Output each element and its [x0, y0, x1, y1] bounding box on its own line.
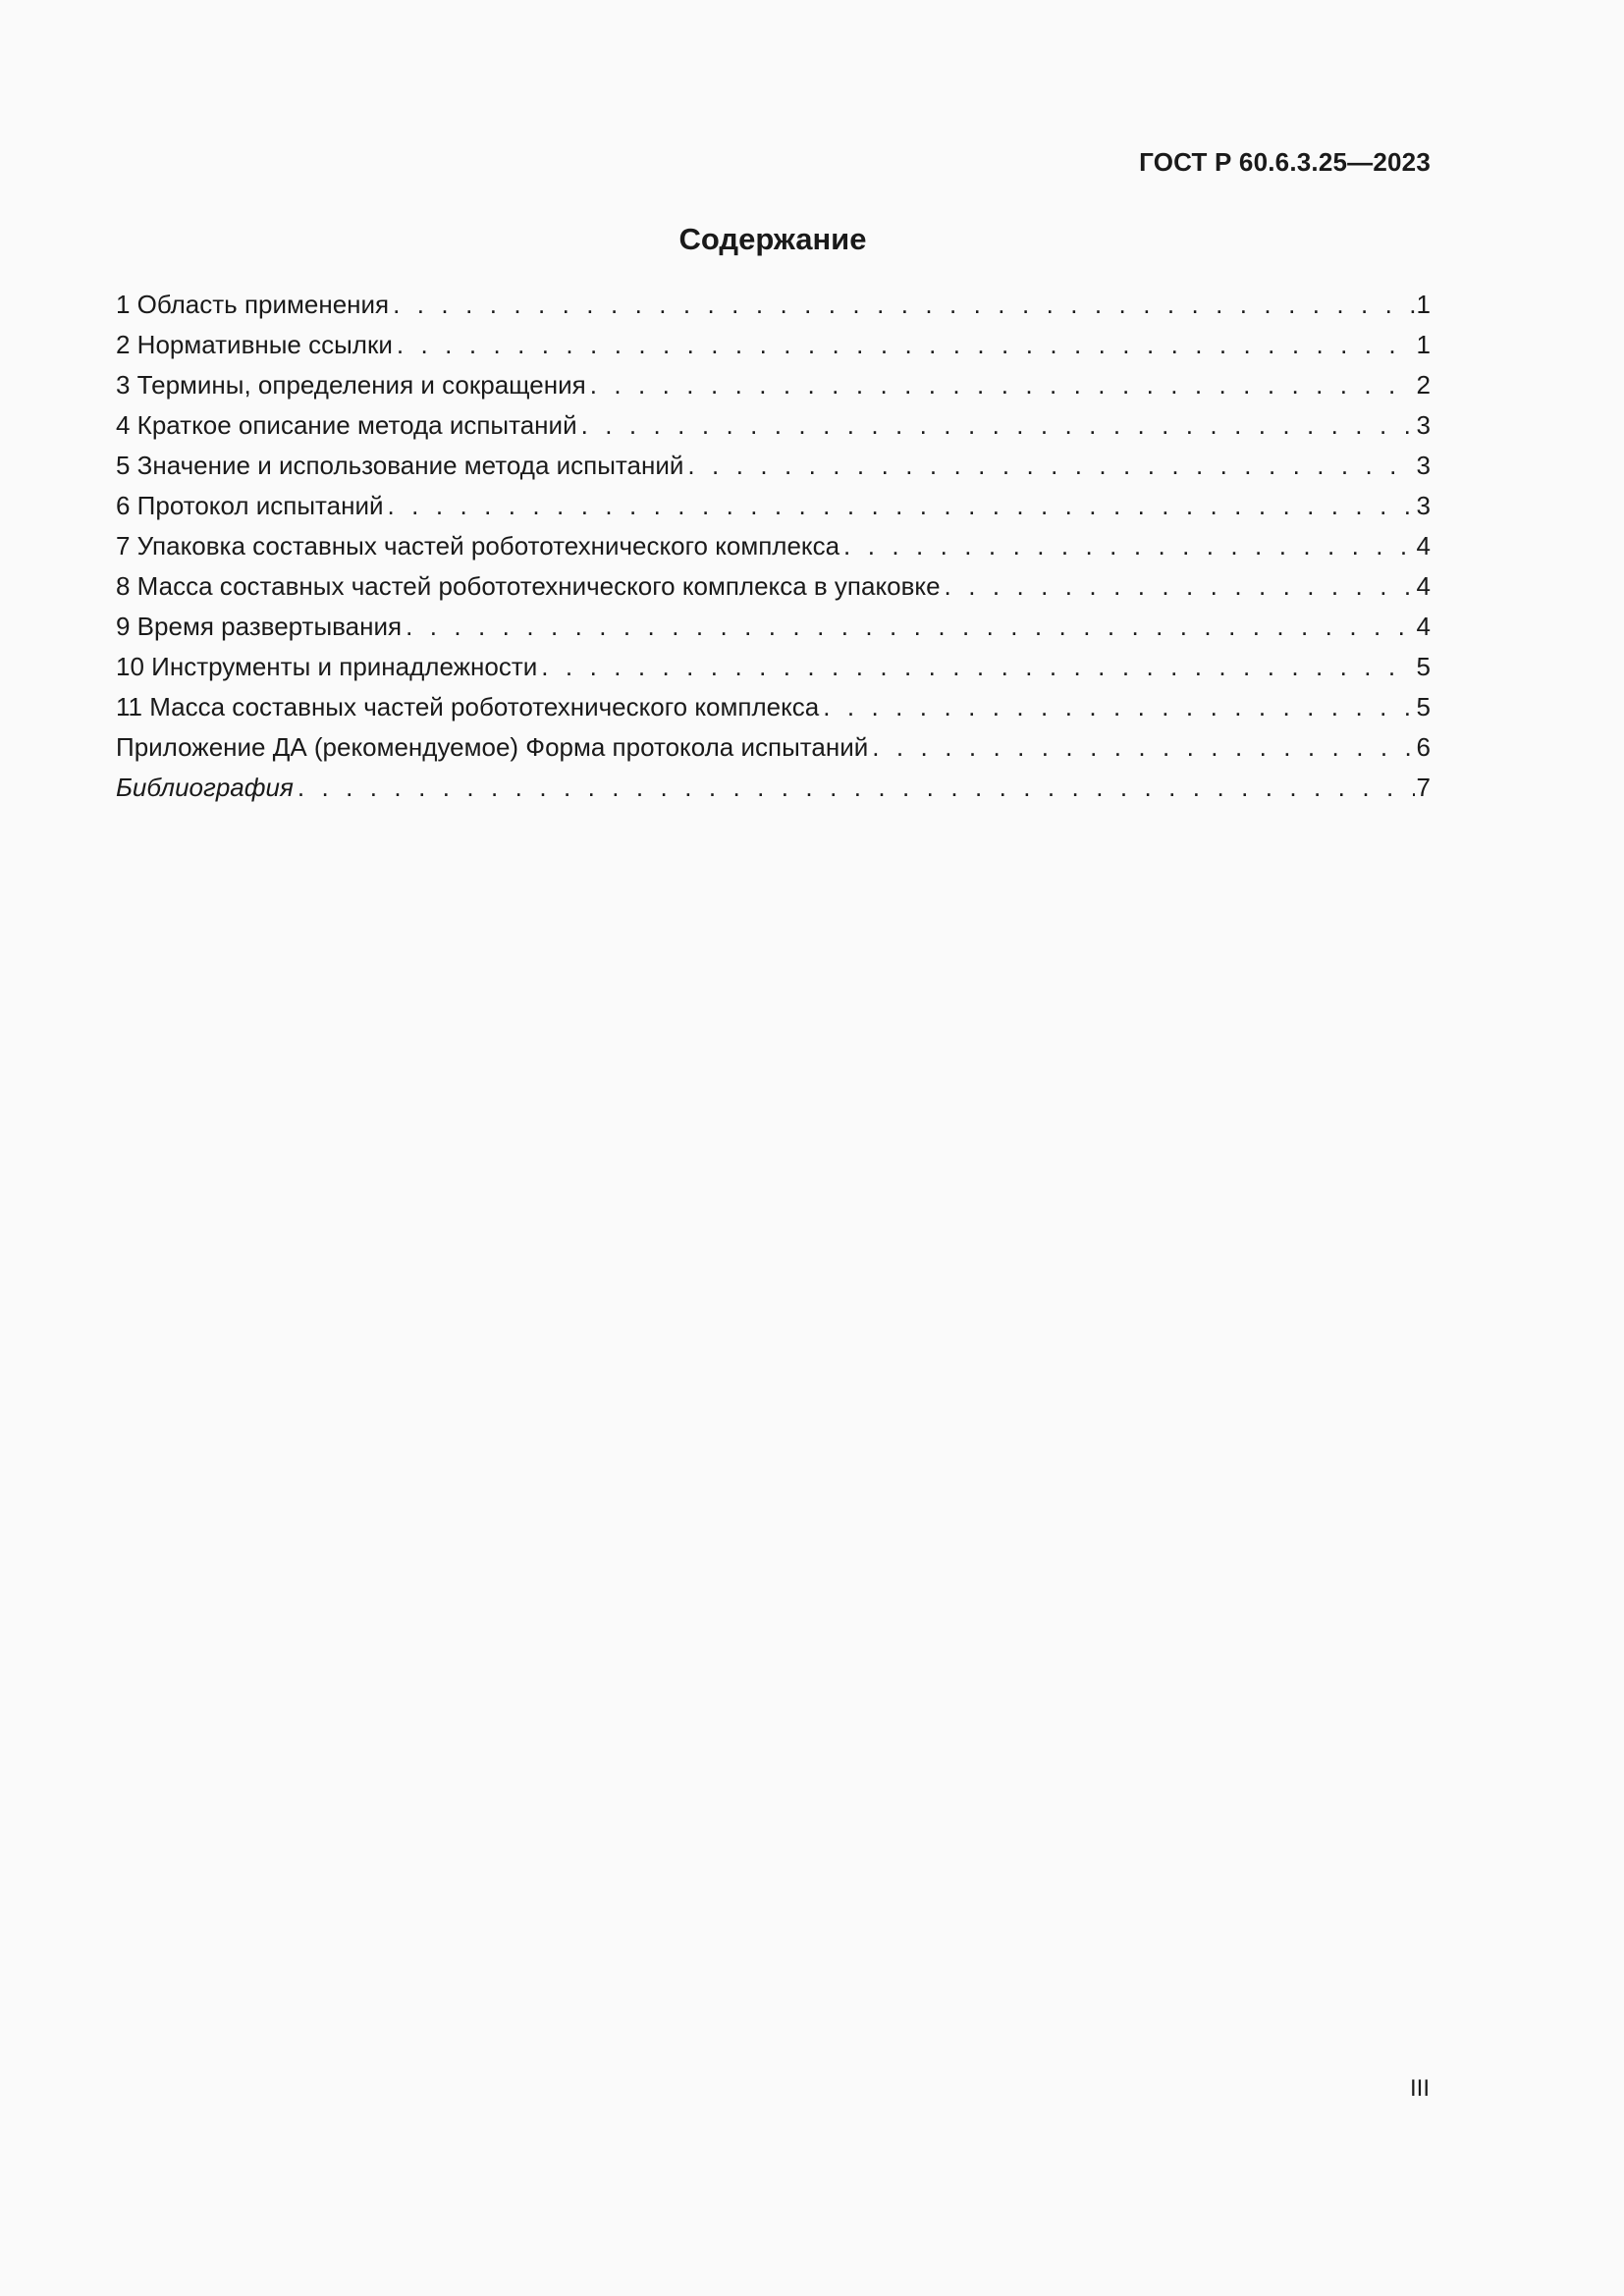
dot-leader — [541, 647, 1414, 687]
toc-page-number: 4 — [1416, 612, 1431, 641]
toc-entry-title: 1 Область применения — [116, 290, 390, 319]
dot-leader — [945, 566, 1415, 607]
toc-entry-title: 2 Нормативные ссылки — [116, 330, 393, 359]
dot-leader — [388, 486, 1415, 526]
toc-page-number: 1 — [1416, 290, 1431, 319]
toc-page-number: 2 — [1416, 370, 1431, 400]
toc-entry-deployment-time[interactable] — [116, 607, 1431, 647]
dot-leader — [590, 365, 1415, 405]
dot-leader — [687, 446, 1414, 486]
toc-entry-components-mass[interactable] — [116, 687, 1431, 727]
toc-entry-method-summary[interactable] — [116, 405, 1431, 446]
toc-page-number: 3 — [1416, 451, 1431, 480]
dot-leader — [397, 325, 1415, 365]
toc-entry-title: 4 Краткое описание метода испытаний — [116, 410, 577, 440]
toc-entry-title: 5 Значение и использование метода испытаний — [116, 451, 684, 480]
toc-entry-appendix-da[interactable] — [116, 727, 1431, 768]
table-of-contents — [116, 285, 1431, 808]
toc-page-number: 3 — [1416, 410, 1431, 440]
toc-page-number: 1 — [1416, 330, 1431, 359]
dot-leader — [823, 687, 1414, 727]
toc-entry-bibliography[interactable] — [116, 768, 1431, 808]
toc-entry-terms[interactable] — [116, 365, 1431, 405]
dot-leader — [298, 768, 1415, 808]
toc-entry-tools[interactable] — [116, 647, 1431, 687]
dot-leader — [393, 285, 1414, 325]
toc-entry-title: 3 Термины, определения и сокращения — [116, 370, 586, 400]
toc-entry-title: 7 Упаковка составных частей робототехнического комплекса — [116, 531, 840, 561]
dot-leader — [581, 405, 1415, 446]
toc-entry-title: Библиография — [116, 773, 294, 802]
toc-entry-method-significance[interactable] — [116, 446, 1431, 486]
toc-entry-title: 11 Масса составных частей робототехнического комплекса — [116, 692, 820, 721]
toc-entry-title: Приложение ДА (рекомендуемое) Форма протокола испытаний — [116, 732, 869, 762]
dot-leader — [872, 727, 1414, 768]
toc-entry-title: 6 Протокол испытаний — [116, 491, 384, 520]
toc-page-number: 3 — [1416, 491, 1431, 520]
toc-entry-title: 10 Инструменты и принадлежности — [116, 652, 538, 681]
toc-entry-packaged-mass[interactable] — [116, 566, 1431, 607]
toc-page-number: 7 — [1416, 773, 1431, 802]
toc-page-number: 4 — [1416, 531, 1431, 561]
toc-page-number: 5 — [1416, 652, 1431, 681]
toc-entry-packaging[interactable] — [116, 526, 1431, 566]
toc-entry-normative-references[interactable] — [116, 325, 1431, 365]
toc-entry-title: 9 Время развертывания — [116, 612, 403, 641]
toc-page-number: 4 — [1416, 571, 1431, 601]
toc-entry-test-report[interactable] — [116, 486, 1431, 526]
toc-entry-title: 8 Масса составных частей робототехнического комплекса в упаковке — [116, 571, 941, 601]
document-code: ГОСТ Р 60.6.3.25—2023 — [1139, 147, 1431, 177]
dot-leader — [843, 526, 1414, 566]
toc-page-number: 6 — [1416, 732, 1431, 762]
toc-entry-scope[interactable] — [116, 285, 1431, 325]
page-number: III — [1409, 2075, 1430, 2102]
toc-page-number: 5 — [1416, 692, 1431, 721]
toc-title: Содержание — [678, 222, 867, 256]
dot-leader — [406, 607, 1414, 647]
